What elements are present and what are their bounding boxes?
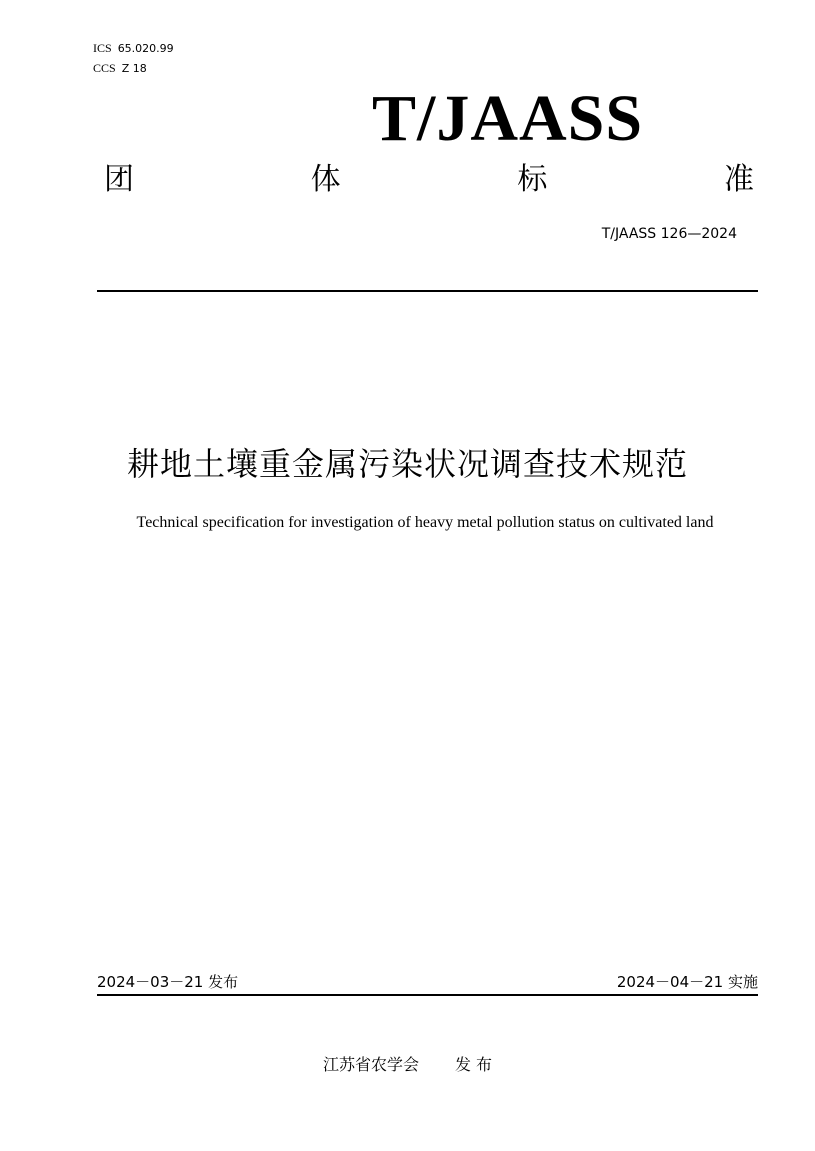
header-divider [97, 290, 758, 292]
issue-date: 2024－03－21 发布 [97, 973, 239, 991]
standard-type-char: 准 [723, 162, 754, 197]
implementation-date: 2024－04－21 实施 [616, 973, 758, 991]
publisher-line [0, 1054, 815, 1076]
standard-type-char: 团 [104, 162, 134, 197]
standard-type [104, 158, 754, 202]
standard-code: T/JAASS 126—2024 [601, 226, 737, 242]
document-title-chinese: 耕地土壤重金属污染状况调查技术规范 [126, 445, 688, 483]
standard-type-char: 标 [517, 162, 548, 197]
ics-classification [93, 40, 174, 57]
ccs-classification [93, 60, 147, 77]
ccs-value: Z 18 [121, 62, 147, 75]
publisher-action: 发 布 [454, 1055, 493, 1074]
footer-divider [97, 994, 758, 996]
ccs-label: CCS [93, 61, 116, 75]
document-title-english: Technical specification for investigation of heavy metal pollution status on cultivated land [136, 514, 714, 531]
standard-type-char: 体 [310, 162, 341, 197]
ics-label: ICS [93, 41, 112, 55]
publisher-name: 江苏省农学会 [322, 1055, 419, 1074]
ics-value: 65.020.99 [117, 42, 174, 55]
organization-brand: T/JAASS [372, 82, 644, 155]
